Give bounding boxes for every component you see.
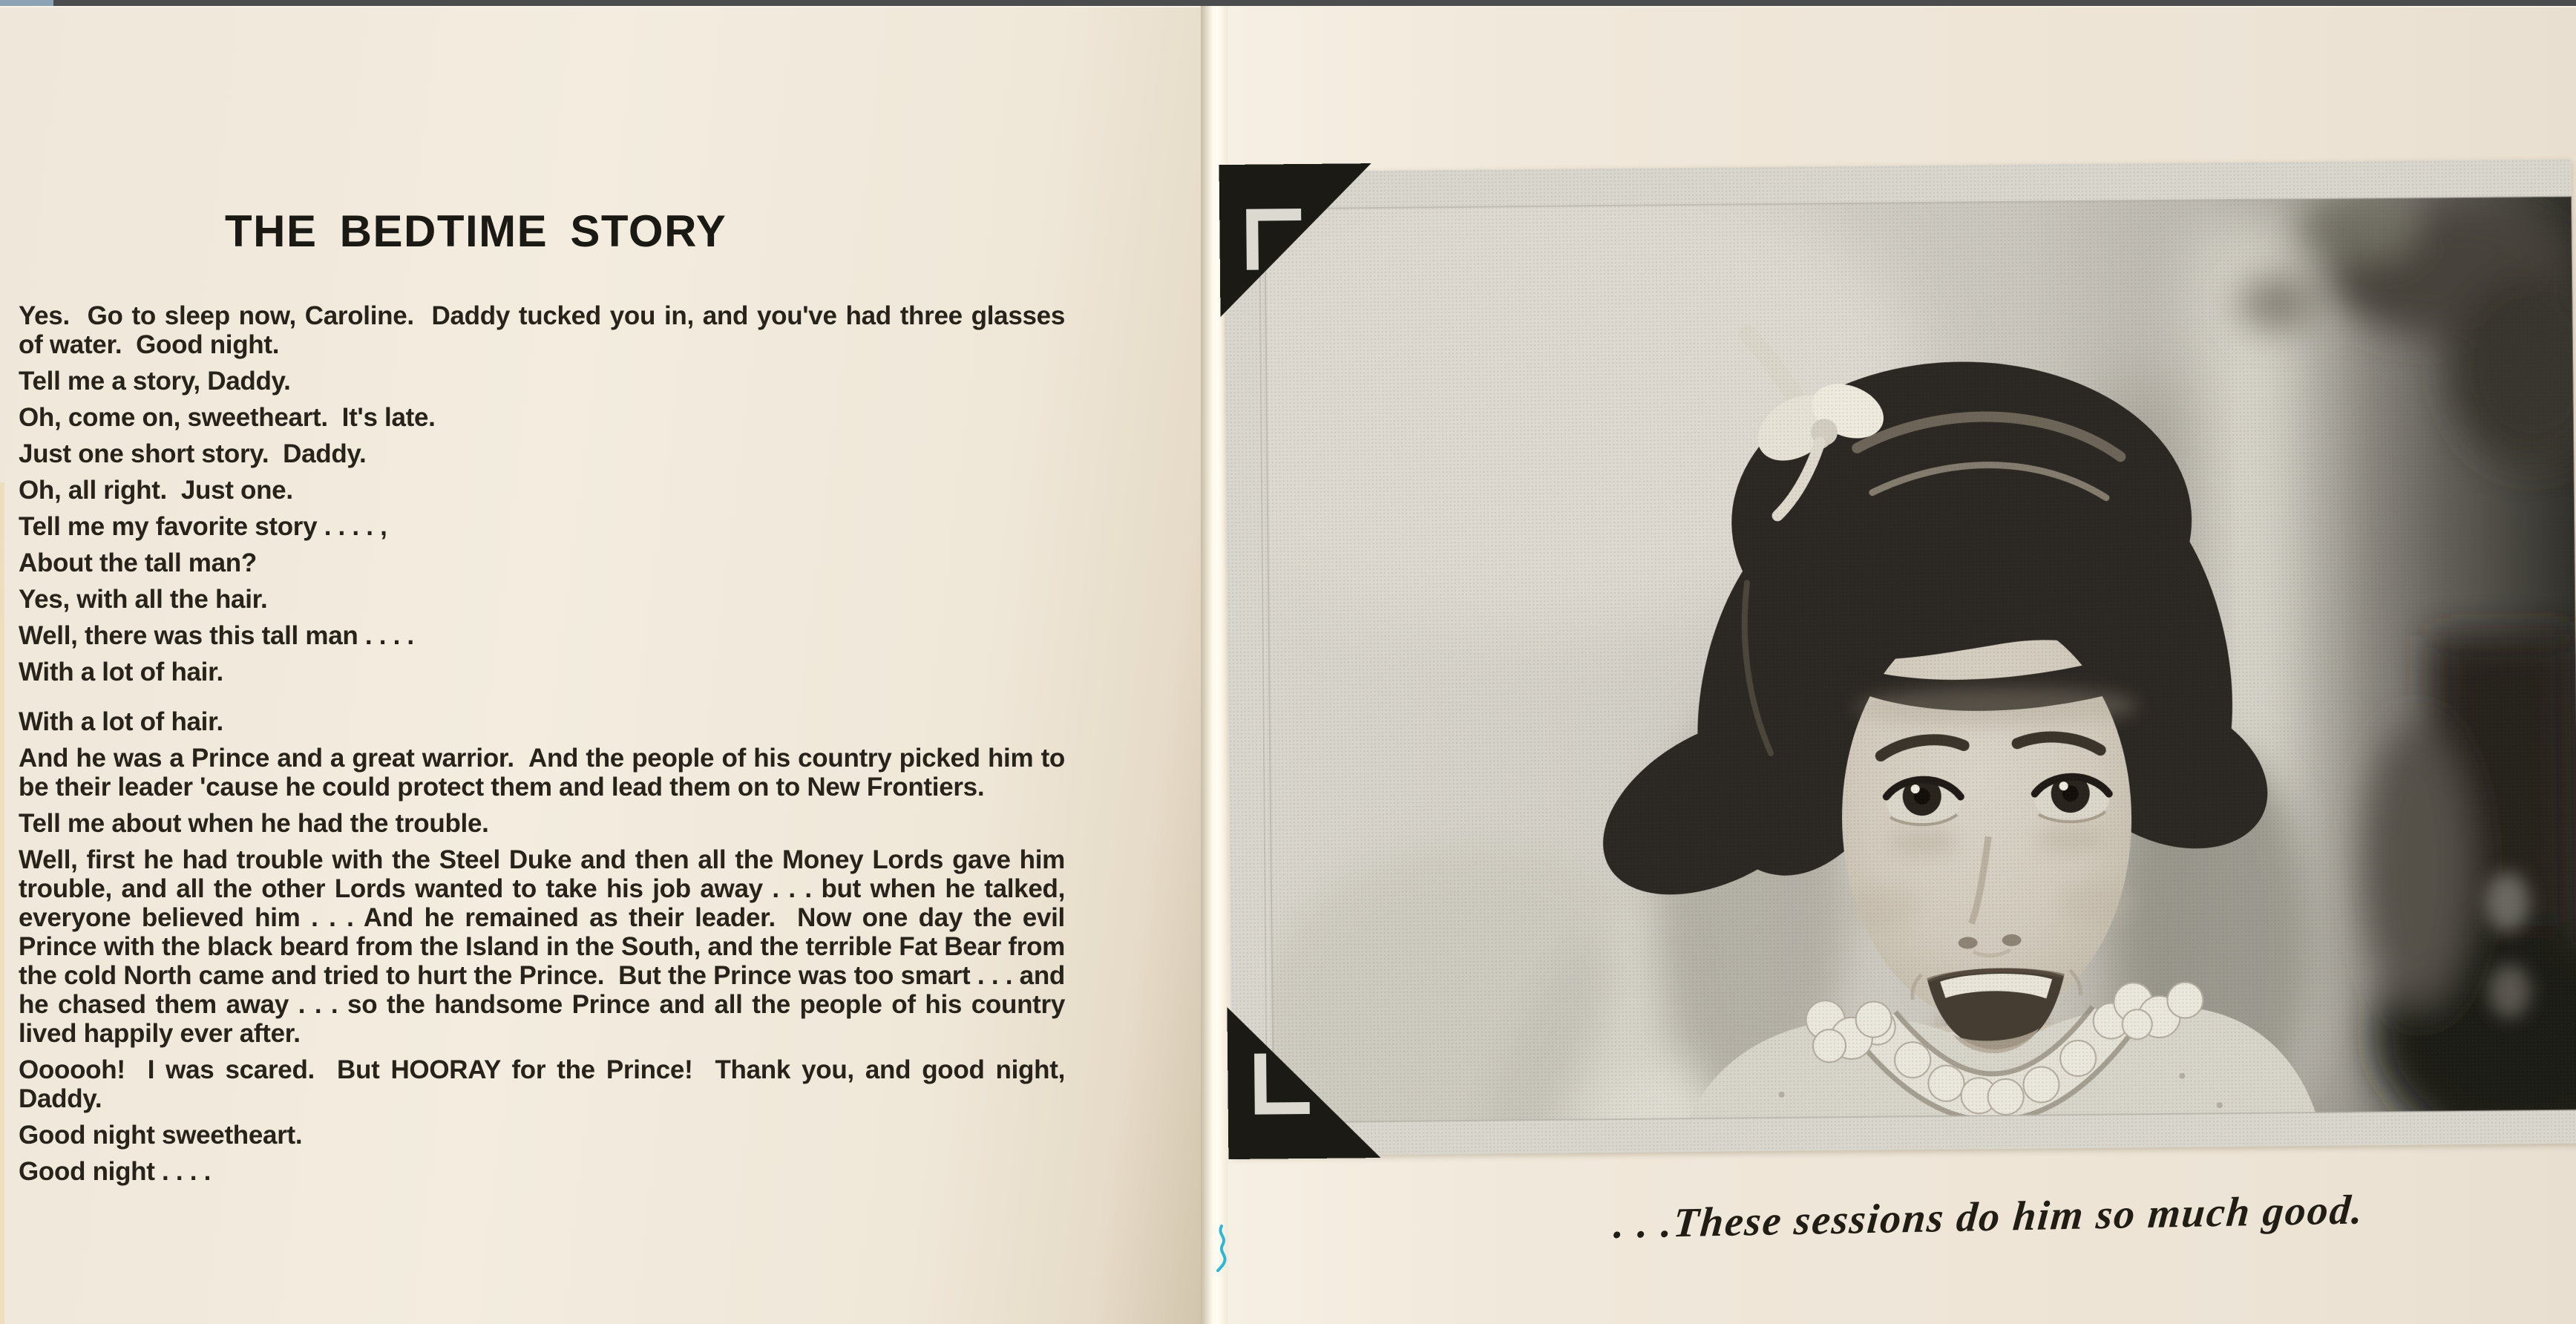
right-page bbox=[1228, 6, 2576, 1324]
dialogue-line: Tell me my favorite story . . . . , bbox=[19, 512, 387, 541]
dialogue-line: Tell me a story, Daddy. bbox=[19, 367, 291, 396]
dialogue-line: Yes, with all the hair. bbox=[19, 585, 268, 614]
dialogue-line: Tell me about when he had the trouble. bbox=[19, 809, 489, 838]
left-page bbox=[0, 6, 1202, 1324]
dialogue-line: With a lot of hair. bbox=[19, 658, 223, 686]
blue-ink-scribble bbox=[1216, 1223, 1235, 1272]
dialogue-line: Well, there was this tall man . . . . bbox=[19, 621, 414, 650]
photo bbox=[1224, 160, 2576, 1156]
photo-corner-mount-bottom-left bbox=[1227, 1006, 1380, 1159]
photo-corner-mount-top-left bbox=[1219, 163, 1373, 317]
dialogue-line: Just one short story. Daddy. bbox=[19, 439, 367, 468]
dialogue-line: With a lot of hair. bbox=[19, 707, 223, 736]
dialogue-line: Oh, all right. Just one. bbox=[19, 476, 293, 505]
page-edge-tint bbox=[0, 482, 4, 1324]
dialogue-line: About the tall man? bbox=[19, 548, 257, 577]
dialogue-line: Good night sweetheart. bbox=[19, 1121, 303, 1150]
dialogue-line: And he was a Prince and a great warrior. And the people of his country picked him to be their leader 'cause he could protect them and lead them on to New Frontiers. bbox=[19, 744, 1072, 802]
dialogue-line: Good night . . . . bbox=[19, 1157, 211, 1186]
handwritten-caption: . . .These sessions do him so much good. bbox=[1612, 1187, 2366, 1248]
dialogue-text bbox=[19, 301, 1072, 1193]
dialogue-line: Well, first he had trouble with the Steel Duke and then all the Money Lords gave him trouble, and all the other Lords wanted to take his job away . . . but when he talked, everyone believed him . . . And he remained as their leader. Now one day the evil Prince with the black beard from the Island in the South, and the terrible Fat Bear from the cold North came and tried to hurt the Prince. But the Prince was too smart . . . and he chased them away . . . so the handsome Prince and all the people of his country lived happily ever after. bbox=[19, 845, 1072, 1048]
page-title: THE BEDTIME STORY bbox=[225, 206, 727, 256]
dialogue-line: Oh, come on, sweetheart. It's late. bbox=[19, 403, 436, 432]
dialogue-line: Oooooh! I was scared. But HOORAY for the Prince! Thank you, and good night, Daddy. bbox=[19, 1055, 1072, 1113]
dialogue-line: Yes. Go to sleep now, Caroline. Daddy tucked you in, and you've had three glasses of water. Good night. bbox=[19, 301, 1072, 359]
photo-image-girl-portrait bbox=[1224, 160, 2576, 1156]
